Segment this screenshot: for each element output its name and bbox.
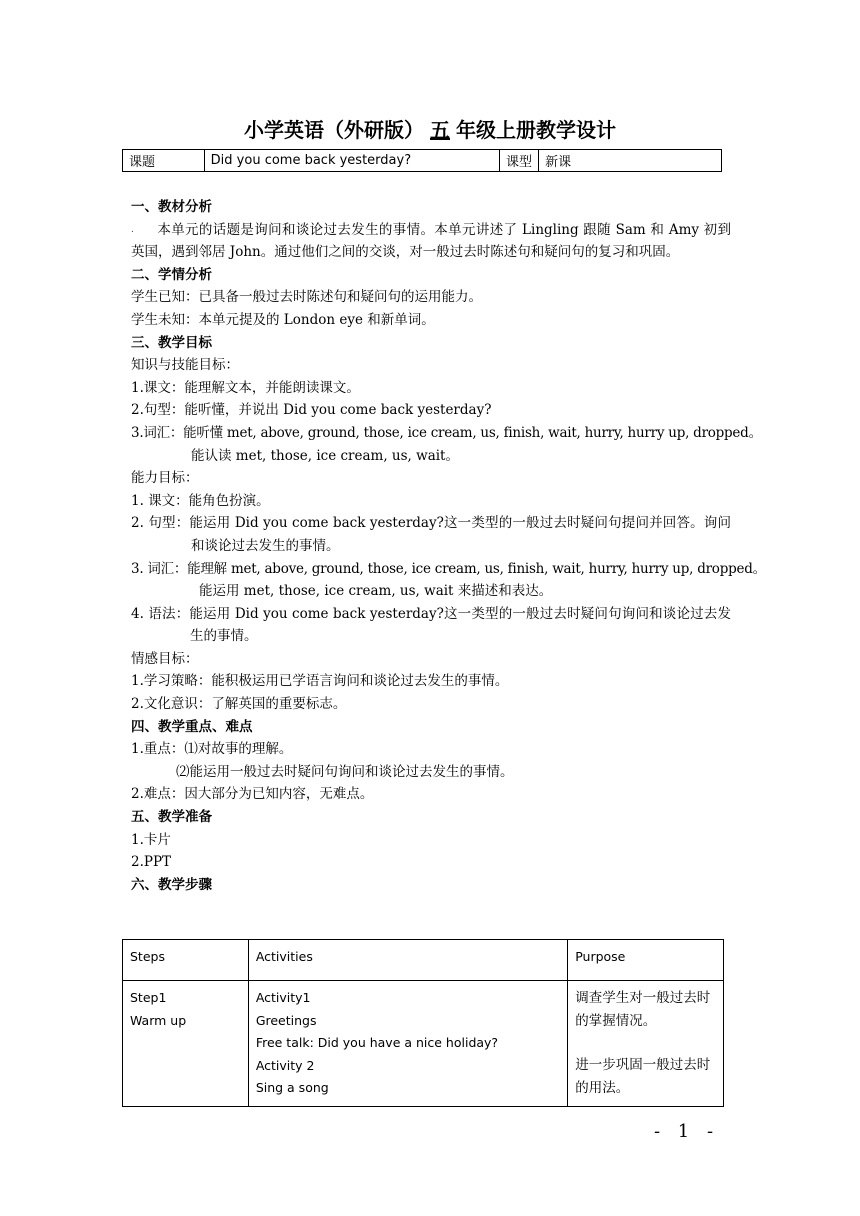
activity-line: Greetings: [255, 1012, 317, 1028]
page-number: - 1 -: [654, 1121, 720, 1142]
section-2-line-2: 学生未知：本单元提及的 London eye 和新单词。: [131, 311, 435, 328]
section-1-heading: 一、教材分析: [131, 199, 212, 215]
stray-dot: .: [131, 224, 134, 235]
section-1-paragraph: 本单元的话题是询问和谈论过去发生的事情。本单元讲述了 Lingling 跟随 Sam 和 Amy 初到英国，遇到邻居 John。通过他们之间的交谈，对一般过去时陈述句和疑问句的复习和巩固。: [131, 221, 731, 261]
teaching-steps-table: [122, 939, 724, 1107]
emotion-goal-2: 2.文化意识：了解英国的重要标志。: [131, 696, 347, 713]
topic-value: Did you come back yesterday?: [204, 150, 499, 172]
document-body: [131, 196, 766, 896]
step-cell: [123, 981, 249, 1107]
page-title: [0, 114, 860, 143]
section-2-heading: 二、学情分析: [131, 266, 212, 283]
knowledge-goal-3a: 3.词汇：能听懂 met, above, ground, those, ice cream, us, finish, wait, hurry, hurry up, dropped。: [131, 424, 762, 441]
section-1-text: [131, 219, 731, 264]
ability-goal-1: 1. 课文：能角色扮演。: [131, 492, 270, 509]
ability-goal-4: 4. 语法：能运用 Did you come back yesterday?这一类型的一般过去时疑问句询问和谈论过去发生的事情。: [131, 605, 731, 645]
knowledge-goal-3b: 能认读 met, those, ice cream, us, wait。: [191, 447, 459, 464]
title-suffix: 年级上册教学设计: [456, 118, 616, 142]
knowledge-goal-1: 1.课文：能理解文本，并能朗读课文。: [131, 379, 360, 396]
section-2-line-1: 学生已知：已具备一般过去时陈述句和疑问句的运用能力。: [131, 289, 482, 306]
purpose-2: 进一步巩固一般过去时的用法。: [575, 1057, 711, 1096]
knowledge-goal-2: 2.句型：能听懂，并说出 Did you come back yesterday?: [131, 402, 492, 419]
key-point-2: ⑵能运用一般过去时疑问句询问和谈论过去发生的事情。: [176, 763, 514, 780]
ability-goal-2: 2. 句型：能运用 Did you come back yesterday?这一类型的一般过去时疑问句提问并回答。询问和谈论过去发生的事情。: [131, 515, 731, 554]
title-grade: 五: [430, 118, 450, 142]
ability-goal-3a: 3. 词汇：能理解 met, above, ground, those, ice cream, us, finish, wait, hurry, hurry up, dropped。: [131, 560, 766, 577]
activity-line: Sing a song: [255, 1080, 329, 1096]
type-label: 课型: [500, 150, 539, 172]
activity-line: Activity1: [255, 990, 311, 1005]
activity-line: Free talk: Did you have a nice holiday?: [255, 1035, 499, 1051]
emotion-goals-title: 情感目标：: [131, 650, 199, 667]
header-activities: Activities: [248, 940, 567, 981]
header-purpose: Purpose: [568, 940, 724, 981]
course-info-table: [122, 149, 722, 172]
knowledge-goals-title: 知识与技能目标：: [131, 357, 239, 374]
section-6-heading: 六、教学步骤: [131, 876, 212, 893]
prep-item-1: 1.卡片: [131, 831, 171, 848]
topic-label: 课题: [123, 150, 205, 172]
section-3-heading: 三、教学目标: [131, 334, 212, 351]
purpose-cell: [568, 981, 724, 1107]
purpose-1: 调查学生对一般过去时的掌握情况。: [575, 990, 711, 1029]
prep-item-2: 2.PPT: [131, 854, 172, 871]
ability-goals-title: 能力目标：: [131, 470, 199, 487]
type-value: 新课: [539, 150, 722, 172]
table-header-row: [123, 940, 724, 981]
activity-line: Activity 2: [255, 1057, 315, 1073]
header-steps: Steps: [123, 940, 249, 981]
emotion-goal-1: 1.学习策略：能积极运用已学语言询问和谈论过去发生的事情。: [131, 673, 509, 690]
key-point-1: 1.重点：⑴对故事的理解。: [131, 741, 293, 758]
step-number: Step1: [130, 990, 167, 1005]
ability-goal-3b: 能运用 met, those, ice cream, us, wait 来描述和表达。: [199, 583, 553, 600]
step-name: Warm up: [130, 1012, 187, 1028]
title-prefix: 小学英语（外研版）: [244, 118, 424, 142]
difficulty: 2.难点：因大部分为已知内容，无难点。: [131, 786, 374, 803]
table-row: [123, 981, 724, 1107]
section-5-heading: 五、教学准备: [131, 809, 212, 826]
activities-cell: [248, 981, 567, 1107]
section-4-heading: 四、教学重点、难点: [131, 718, 253, 735]
